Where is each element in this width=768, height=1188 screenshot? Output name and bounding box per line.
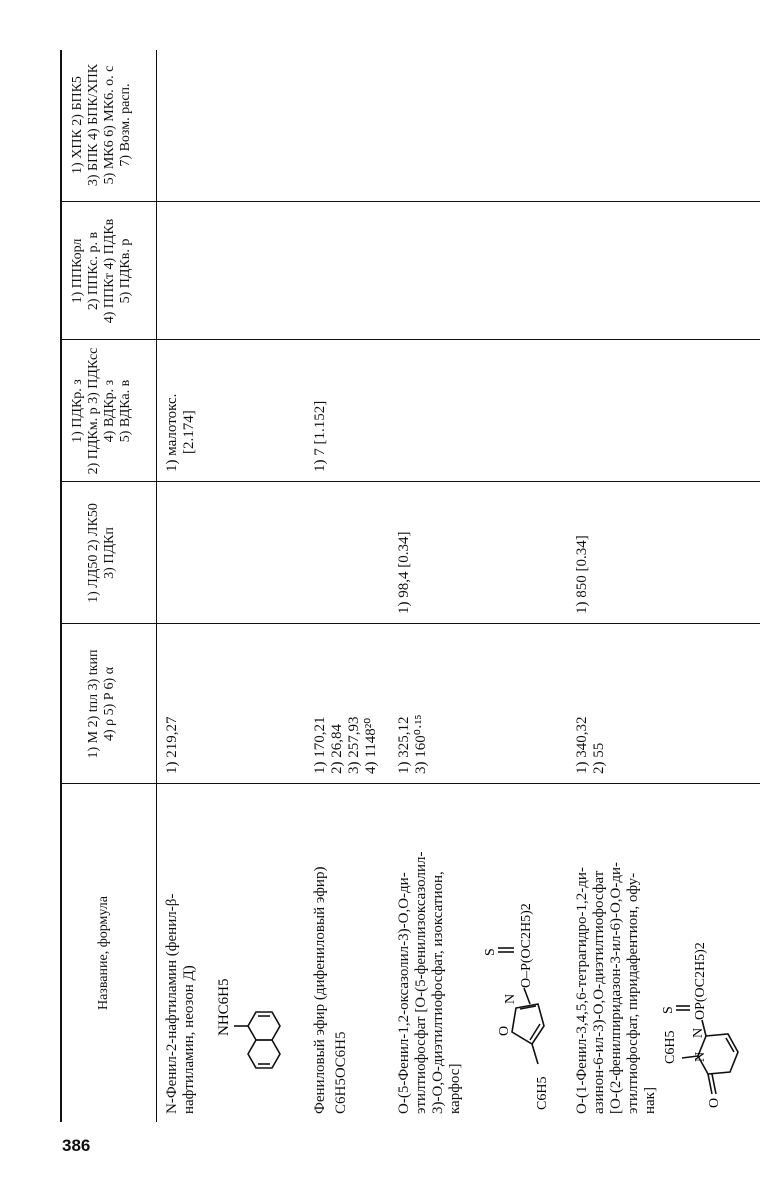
water-line: [2.174] xyxy=(181,410,197,454)
name-line: нак] xyxy=(642,1087,658,1114)
name-line: нафтиламин, неозон Д) xyxy=(181,965,197,1114)
name-line: 3)-O,O-диэтилтиофосфат, изоксатион, xyxy=(430,871,446,1114)
row1-water xyxy=(164,394,198,472)
header-rule xyxy=(156,50,157,1122)
col-sep-2 xyxy=(60,623,760,624)
water-line: 1) малотокс. xyxy=(164,393,180,472)
header-water-line: 4) ВДКр. з xyxy=(102,379,117,443)
header-props-line: 4) ρ 5) P 6) α xyxy=(102,666,117,742)
col-sep-5 xyxy=(60,201,760,202)
row1-name xyxy=(164,878,198,1114)
row4-name xyxy=(574,804,659,1114)
header-water-line: 2) ПДКм. р 3) ПДКсс xyxy=(86,347,101,475)
header-name xyxy=(96,784,112,1122)
header-tox-line: 3) ПДКп xyxy=(102,527,117,579)
ester-label: OP(OC2H5)2 xyxy=(693,942,708,1020)
props-line: 2) 55 xyxy=(591,742,607,774)
tox-line: 1) 850 [0.34] xyxy=(574,535,590,614)
name-line: [O-(2-фенилпиридазон-3-ил-6)-O,O-ди- xyxy=(608,861,624,1114)
header-class-line: 1) ХПК 2) БПК5 xyxy=(70,76,85,174)
props-line: 1) 170,21 xyxy=(312,716,328,774)
header-soil-line: 1) ППКорл xyxy=(70,238,85,304)
props-line: 1) 219,27 xyxy=(164,716,180,774)
header-tox-line: 1) ЛД50 2) ЛК50 xyxy=(86,503,101,603)
row3-props xyxy=(396,715,430,774)
isoxazolyl-structure xyxy=(468,876,564,1116)
s-label: S xyxy=(661,1006,676,1014)
name-line: этилтиофосфат, пиридафентион, офу- xyxy=(625,872,641,1114)
rotated-table xyxy=(60,50,760,1122)
props-line: 3) 257,93 xyxy=(346,716,362,774)
ester-label: O–P(OC2H5)2 xyxy=(519,903,534,988)
header-class xyxy=(70,50,134,200)
name-line: азинон-6-ил-3)-O,O-диэтилтиофосфат xyxy=(591,870,607,1114)
header-props xyxy=(86,626,118,782)
o-ring-label: O xyxy=(497,1025,512,1036)
header-water-line: 5) ВДКа. в xyxy=(118,379,133,443)
header-water xyxy=(70,342,134,480)
row4-tox xyxy=(574,535,591,614)
pyridazinone-structure xyxy=(660,856,758,1116)
header-tox xyxy=(86,484,118,622)
name-line: этилтиофосфат [O-(5-фенилизоксазолил- xyxy=(413,851,429,1114)
header-soil-line: 2) ППКс. р. в xyxy=(86,231,101,311)
s-label: S xyxy=(483,948,498,956)
name-line: Фениловый эфир (дифениловый эфир) xyxy=(312,866,328,1114)
header-water-line: 1) ПДКр. з xyxy=(70,379,85,443)
header-soil-line: 5) ПДКв. р xyxy=(118,238,133,304)
c6h5-label: C6H5 xyxy=(663,1030,678,1064)
header-class-line: 7) Возм. расп. xyxy=(118,83,133,167)
formula-line: C6H5OC6H5 xyxy=(333,1031,349,1114)
row2-name xyxy=(312,814,350,1114)
row2-props xyxy=(312,717,380,775)
tox-line: 1) 98,4 [0.34] xyxy=(396,531,412,614)
header-props-line: 1) M 2) tпл 3) tкип xyxy=(86,649,101,759)
naphthylamine-structure xyxy=(206,952,298,1082)
props-line: 1) 340,32 xyxy=(574,716,590,774)
name-line: N-Фенил-2-нафтиламин (фенил-β- xyxy=(164,893,180,1114)
props-line: 4) 1148²⁰ xyxy=(363,717,379,774)
header-soil xyxy=(70,204,134,338)
props-line: 1) 325,12 xyxy=(396,716,412,774)
row3-tox xyxy=(396,532,413,615)
col-sep-4 xyxy=(60,339,760,340)
name-line: карфос] xyxy=(447,1063,463,1114)
header-soil-line: 4) ППКт 4) ПДКв xyxy=(102,218,117,324)
water-line: 1) 7 [1.152] xyxy=(312,400,328,472)
header-class-line: 3) БПК 4) БПК/ХПК xyxy=(86,63,101,187)
top-rule xyxy=(60,50,62,1122)
o-label: O xyxy=(707,1097,722,1108)
props-line: 3) 160⁰·¹⁵ xyxy=(413,714,429,774)
row3-name xyxy=(396,804,464,1114)
name-line: O-(5-Фенил-1,2-оксазолил-3)-O,O-ди- xyxy=(396,872,412,1114)
row1-props xyxy=(164,717,181,775)
props-line: 2) 26,84 xyxy=(329,724,345,774)
row4-props xyxy=(574,717,608,775)
name-line: O-(1-Фенил-3,4,5,6-тетрагидро-1,2-ди- xyxy=(574,867,590,1114)
col-sep-1 xyxy=(60,783,760,784)
header-name-text: Название, формула xyxy=(96,896,111,1010)
nhc6h5-label: NHC6H5 xyxy=(216,978,232,1036)
header-class-line: 5) МК6 6) МК6. о. с xyxy=(102,65,117,185)
n-ring-label: N xyxy=(503,993,518,1004)
page-number: 386 xyxy=(62,1136,91,1155)
c6h5-label: C6H5 xyxy=(535,1076,550,1110)
n2-label: N xyxy=(691,1027,706,1038)
col-sep-3 xyxy=(60,481,760,482)
n1-label: N xyxy=(693,1051,708,1062)
row2-water xyxy=(312,401,329,472)
